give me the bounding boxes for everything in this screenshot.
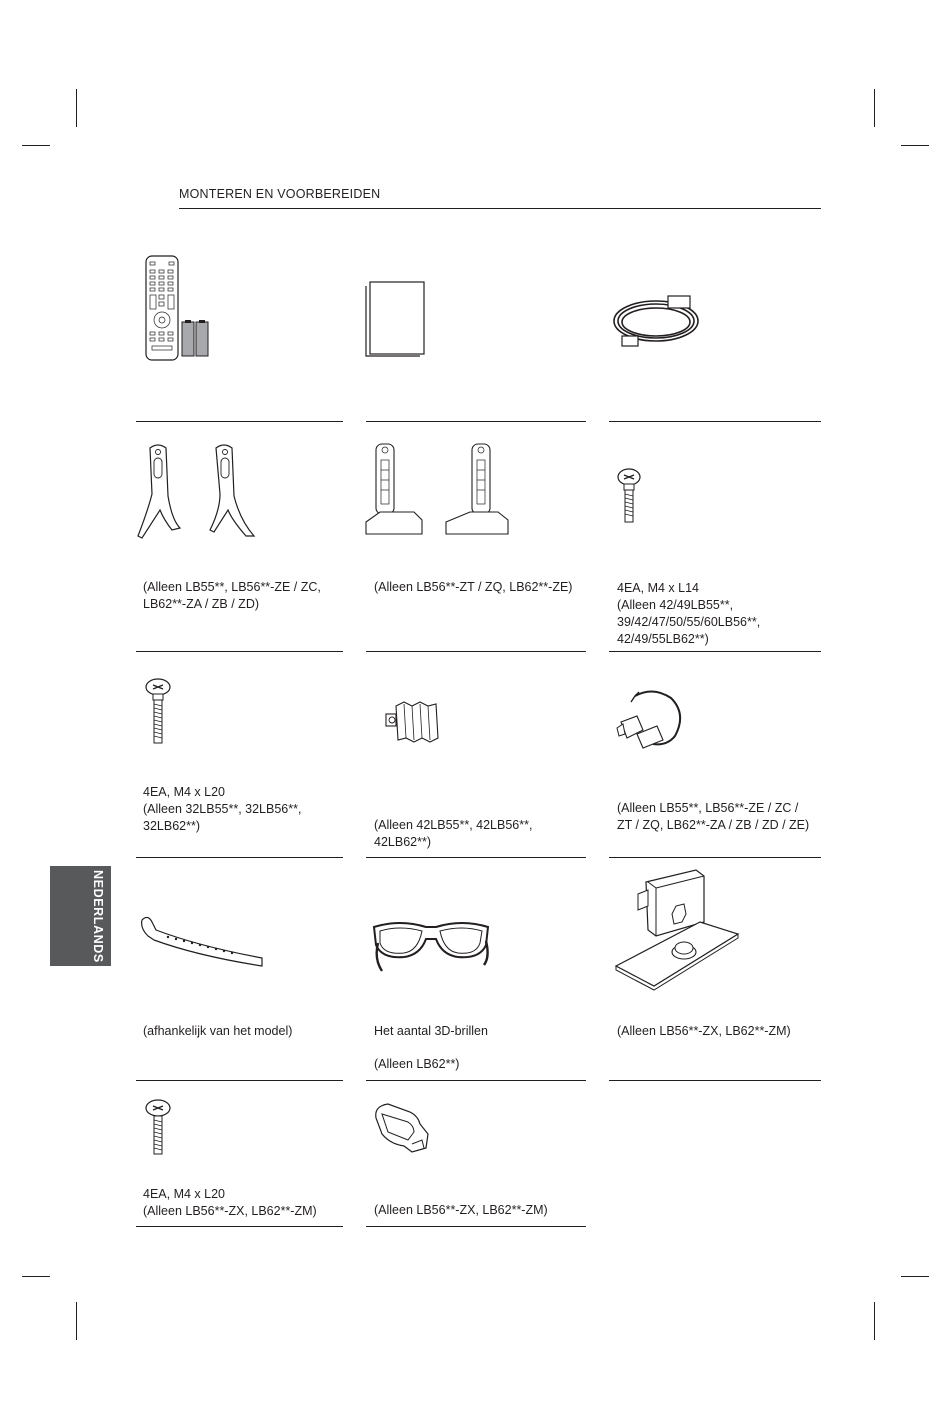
- item-caption: (Alleen LB56**-ZT / ZQ, LB62**-ZE): [374, 580, 573, 594]
- item-caption: (afhankelijk van het model): [143, 1024, 293, 1038]
- stand-body-illustration: [612, 866, 742, 994]
- item-caption: Het aantal 3D-brillen (Alleen LB62**): [374, 1024, 488, 1071]
- item-caption: (Alleen LB56**-ZX, LB62**-ZM): [374, 1203, 548, 1217]
- cable-holder-knob-illustration: [384, 700, 444, 746]
- item-caption: (Alleen 42LB55**, 42LB56**, 42LB62**): [374, 818, 533, 849]
- crop-mark: [76, 89, 77, 127]
- language-tab-label: NEDERLANDS: [91, 870, 105, 963]
- row-divider: [609, 651, 821, 652]
- 3d-glasses-illustration: [370, 915, 494, 975]
- crop-mark: [901, 1276, 929, 1277]
- screw-m4-l20-illustration: [142, 677, 174, 747]
- row-divider: [136, 651, 343, 652]
- row-divider: [609, 857, 821, 858]
- screw-m4-l14-illustration: [614, 468, 644, 526]
- screw-m4-l20-illustration: [142, 1098, 174, 1158]
- item-caption: (Alleen LB56**-ZX, LB62**-ZM): [617, 1024, 791, 1038]
- row-divider: [366, 1226, 586, 1227]
- row-divider: [366, 857, 586, 858]
- language-tab: [50, 866, 111, 966]
- page-header-title: MONTEREN EN VOORBEREIDEN: [179, 187, 381, 201]
- remote-control-illustration: [140, 250, 220, 362]
- row-divider: [366, 651, 586, 652]
- power-cord-illustration: [608, 288, 708, 358]
- item-caption: (Alleen LB55**, LB56**-ZE / ZC / ZT / ZQ, LB62**-ZA / ZB / ZD / ZE): [617, 801, 810, 832]
- crop-mark: [22, 1276, 50, 1277]
- row-divider: [609, 421, 821, 422]
- row-divider: [366, 421, 586, 422]
- header-rule: [179, 208, 821, 209]
- item-caption: 4EA, M4 x L14 (Alleen 42/49LB55**, 39/42/47/50/55/60LB56**, 42/49/55LB62**): [617, 581, 761, 646]
- crop-mark: [76, 1302, 77, 1340]
- stand-base-illustration: [362, 440, 522, 540]
- row-divider: [136, 421, 343, 422]
- row-divider: [136, 1080, 343, 1081]
- row-divider: [136, 1226, 343, 1227]
- stand-cover-illustration: [368, 1100, 438, 1156]
- row-divider: [136, 857, 343, 858]
- row-divider: [366, 1080, 586, 1081]
- item-caption: 4EA, M4 x L20 (Alleen LB56**-ZX, LB62**-ZM): [143, 1187, 317, 1218]
- item-caption: 4EA, M4 x L20 (Alleen 32LB55**, 32LB56**, 32LB62**): [143, 785, 302, 833]
- crop-mark: [874, 1302, 875, 1340]
- crop-mark: [874, 89, 875, 127]
- crop-mark: [901, 145, 929, 146]
- crop-mark: [22, 145, 50, 146]
- stand-legs-illustration: [136, 440, 266, 540]
- manual-book-illustration: [362, 278, 432, 360]
- item-caption: (Alleen LB55**, LB56**-ZE / ZC, LB62**-ZA / ZB / ZD): [143, 580, 321, 611]
- cable-clip-illustration: [613, 688, 685, 752]
- cable-tie-illustration: [138, 910, 270, 970]
- row-divider: [609, 1080, 821, 1081]
